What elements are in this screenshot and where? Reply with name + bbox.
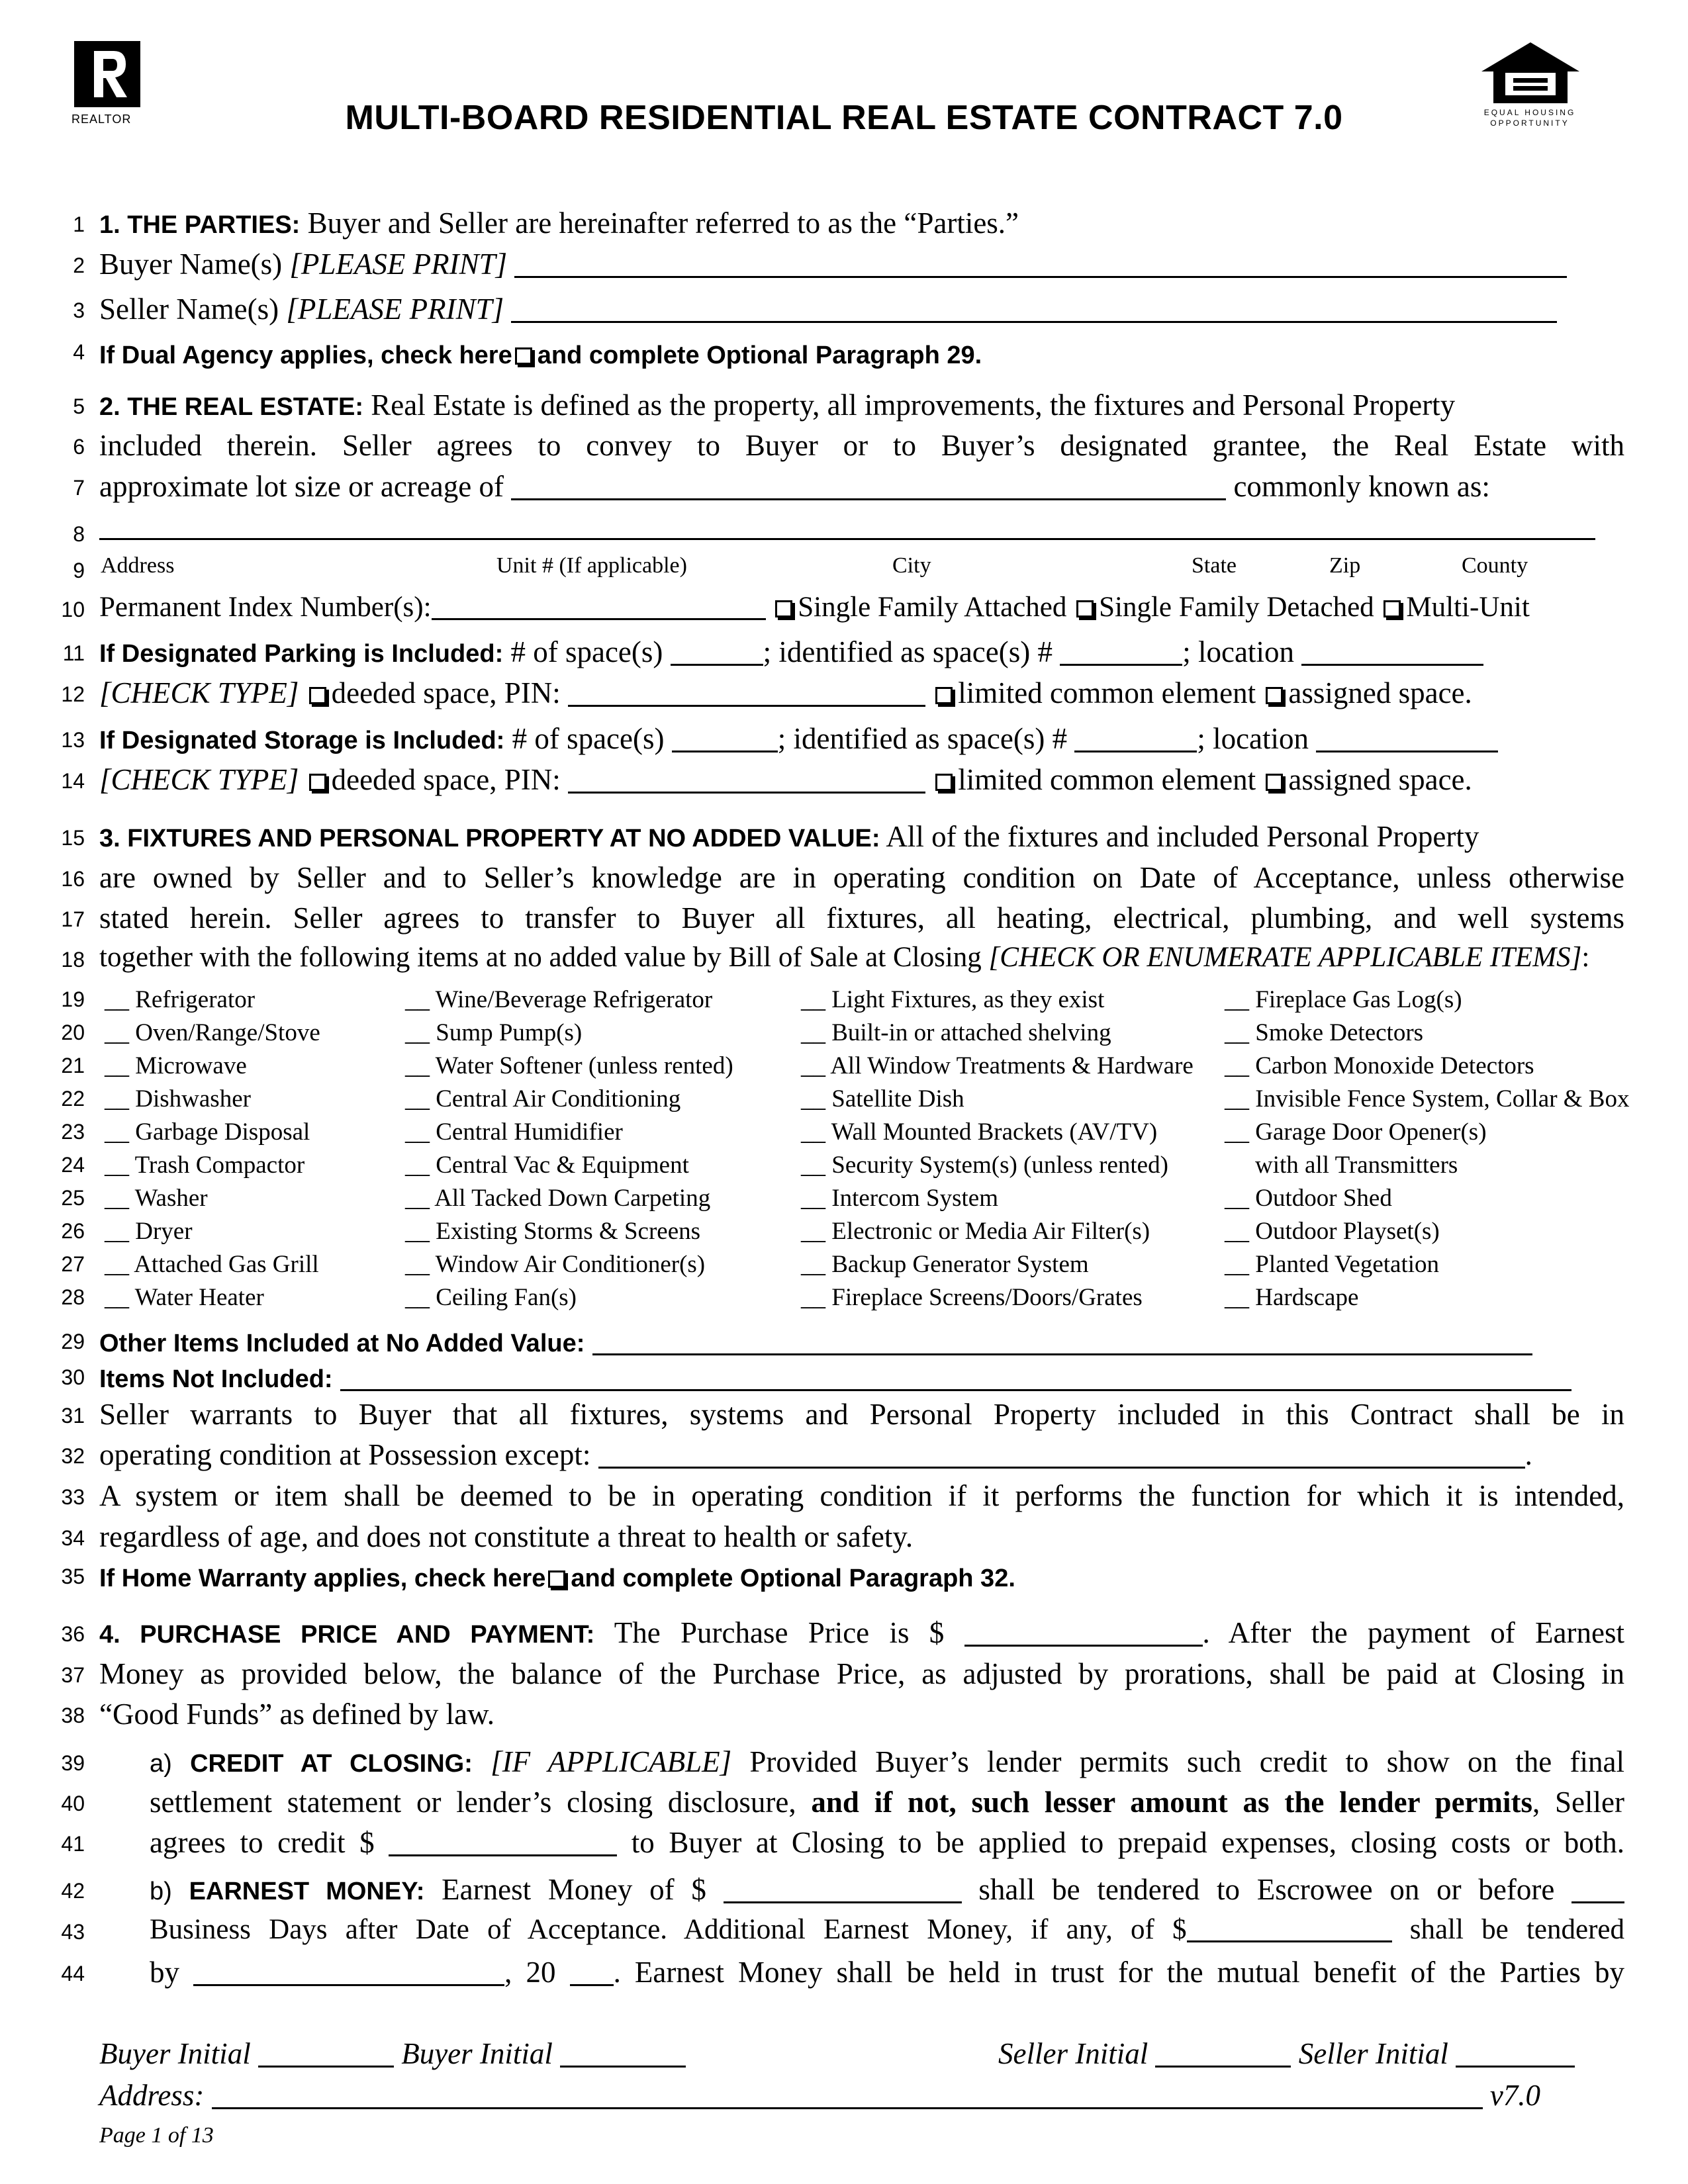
line-number: 35 xyxy=(61,1565,85,1588)
section-4-text: . After the payment of Earnest xyxy=(1202,1616,1624,1649)
line-2 xyxy=(0,244,1688,284)
seller-name-field[interactable] xyxy=(511,295,1557,323)
line-42 xyxy=(0,1870,1688,1909)
line-5 xyxy=(0,385,1688,425)
line-number: 1 xyxy=(73,212,85,236)
page-number: Page 1 of 13 xyxy=(99,2123,214,2148)
line-number: 7 xyxy=(73,476,85,500)
line-number: 25 xyxy=(61,1186,85,1210)
line-6 xyxy=(0,426,1688,465)
equal-housing-logo xyxy=(1477,40,1583,126)
storage-pin-field[interactable] xyxy=(568,765,925,794)
fixture-item[interactable]: __ Wine/Beverage Refrigerator xyxy=(405,986,713,1013)
fixture-item[interactable]: __ Security System(s) (unless rented) xyxy=(801,1152,1168,1179)
seller-initial-label: Seller Initial xyxy=(998,2037,1149,2070)
fixture-item[interactable]: __ Built-in or attached shelving xyxy=(801,1019,1111,1046)
fixture-item[interactable]: __ Planted Vegetation xyxy=(1225,1251,1440,1278)
not-included-field[interactable] xyxy=(340,1363,1571,1391)
fixture-item[interactable]: __ Garbage Disposal xyxy=(105,1118,310,1146)
line-10 xyxy=(0,588,1688,628)
line-number: 12 xyxy=(61,682,85,706)
section-2-text: included therein. Seller agrees to convey to Buyer or to Buyer’s designated grantee, the Real Estate with xyxy=(99,429,1624,462)
line-35 xyxy=(0,1555,1688,1595)
line-29 xyxy=(0,1320,1688,1356)
pin-field[interactable] xyxy=(432,592,766,620)
line-number: 15 xyxy=(61,826,85,850)
seller-initial-label: Seller Initial xyxy=(1298,2037,1448,2070)
line-number: 38 xyxy=(61,1704,85,1727)
line-number: 43 xyxy=(61,1920,85,1944)
please-print-note: [PLEASE PRINT] xyxy=(289,248,508,281)
by-label: by xyxy=(150,1956,179,1989)
lot-size-field[interactable] xyxy=(511,472,1226,500)
fixtures-column-2 xyxy=(405,983,733,1314)
seller-initial-field-2[interactable] xyxy=(1456,2039,1575,2068)
fixture-item[interactable]: __ Existing Storms & Screens xyxy=(405,1218,701,1245)
footer-address-label: Address: xyxy=(99,2079,205,2112)
city-label: City xyxy=(892,553,931,578)
fixture-item[interactable]: __ Central Vac & Equipment xyxy=(405,1152,689,1179)
line-number: 34 xyxy=(61,1526,85,1550)
parking-pin-field[interactable] xyxy=(568,678,925,707)
line-number: 42 xyxy=(61,1879,85,1903)
zip-label: Zip xyxy=(1329,553,1361,578)
fixture-item[interactable]: __ Electronic or Media Air Filter(s) xyxy=(801,1218,1150,1245)
section-3-text: Seller warrants to Buyer that all fixtures, systems and Personal Property included in this Contract shall be in xyxy=(99,1398,1624,1431)
line-number: 11 xyxy=(62,641,85,665)
section-3-text: together with the following items at no added value by Bill of Sale at Closing xyxy=(99,942,982,973)
other-items-field[interactable] xyxy=(592,1327,1532,1355)
address-row xyxy=(99,2078,1540,2113)
line-number: 32 xyxy=(61,1444,85,1468)
storage-location-field[interactable] xyxy=(1316,724,1498,752)
storage-id-field[interactable] xyxy=(1074,724,1197,752)
fixture-item[interactable]: __ Sump Pump(s) xyxy=(405,1019,583,1046)
assigned-label: assigned space. xyxy=(1288,676,1472,709)
line-number: 5 xyxy=(73,394,85,418)
colon: : xyxy=(1581,942,1590,973)
home-warranty-text: If Home Warranty applies, check here xyxy=(99,1565,546,1592)
line-number: 18 xyxy=(61,948,85,972)
line-44 xyxy=(0,1952,1688,1992)
identified-label: ; identified as space(s) # xyxy=(777,722,1068,755)
section-4-text: Money as provided below, the balance of the Purchase Price, as adjusted by prorations, shall be paid at Closing in xyxy=(99,1657,1624,1690)
purchase-price-label: The Purchase Price is $ xyxy=(614,1616,945,1649)
storage-assigned-checkbox[interactable] xyxy=(1266,774,1283,791)
line-number: 9 xyxy=(73,559,85,582)
earnest-date-field[interactable] xyxy=(193,1958,504,1986)
fixture-item[interactable]: __ Fireplace Gas Log(s) xyxy=(1225,986,1462,1013)
lot-size-label: approximate lot size or acreage of xyxy=(99,470,504,503)
line-33 xyxy=(0,1476,1688,1516)
not-included-label: Items Not Included: xyxy=(99,1365,333,1393)
line-number: 40 xyxy=(61,1792,85,1815)
line-40 xyxy=(0,1782,1688,1822)
fixture-item[interactable]: __ Water Heater xyxy=(105,1284,264,1311)
line-30 xyxy=(0,1356,1688,1392)
line-number: 14 xyxy=(61,769,85,793)
line-38 xyxy=(0,1694,1688,1734)
section-3-text: regardless of age, and does not constitute a threat to health or safety. xyxy=(99,1520,914,1553)
line-number: 39 xyxy=(61,1751,85,1775)
parking-assigned-checkbox[interactable] xyxy=(1266,687,1283,704)
line-number: 6 xyxy=(73,435,85,459)
buyer-initial-field-2[interactable] xyxy=(560,2039,686,2068)
fixture-item[interactable]: __ All Window Treatments & Hardware xyxy=(801,1052,1194,1079)
fixture-item[interactable]: __ Washer xyxy=(105,1185,208,1212)
line-number: 41 xyxy=(61,1832,85,1856)
footer-address-field[interactable] xyxy=(212,2081,1483,2109)
fixture-item[interactable]: __ Carbon Monoxide Detectors xyxy=(1225,1052,1534,1079)
parking-limited-checkbox[interactable] xyxy=(935,687,953,704)
credit-label: agrees to credit $ xyxy=(150,1826,375,1859)
line-number: 23 xyxy=(61,1120,85,1144)
section-3-heading: 3. FIXTURES AND PERSONAL PROPERTY AT NO ADDED VALUE: xyxy=(99,825,880,852)
line-number: 30 xyxy=(61,1365,85,1389)
line-1 xyxy=(0,203,1688,243)
if-applicable-note: [IF APPLICABLE] xyxy=(491,1745,732,1778)
section-2-heading: 2. THE REAL ESTATE: xyxy=(99,393,364,421)
line-number: 24 xyxy=(61,1153,85,1177)
section-4-text: , Seller xyxy=(1532,1786,1624,1819)
fixture-item[interactable]: __ Backup Generator System xyxy=(801,1251,1089,1278)
line-number: 20 xyxy=(61,1021,85,1044)
fixtures-column-1 xyxy=(105,983,320,1314)
page-title: MULTI-BOARD RESIDENTIAL REAL ESTATE CONTRACT 7.0 xyxy=(345,99,1343,137)
equal-housing-icon xyxy=(1477,40,1583,106)
unit-label: Unit # (If applicable) xyxy=(496,553,687,578)
deeded-label: deeded space, PIN: xyxy=(331,676,561,709)
realtor-r-icon xyxy=(74,41,140,107)
additional-earnest-field[interactable] xyxy=(1187,1914,1392,1942)
buyer-name-field[interactable] xyxy=(514,250,1567,278)
earnest-money-field[interactable] xyxy=(724,1875,962,1903)
check-enumerate-note: [CHECK OR ENUMERATE APPLICABLE ITEMS] xyxy=(988,942,1582,973)
line-15 xyxy=(0,817,1688,856)
line-11 xyxy=(0,632,1688,672)
line-7 xyxy=(0,467,1688,506)
section-3-text: A system or item shall be deemed to be in operating condition if it performs the function for which it is intended, xyxy=(99,1479,1624,1512)
multi-unit-checkbox[interactable] xyxy=(1383,600,1401,617)
fixture-item[interactable]: __ Central Air Conditioning xyxy=(405,1085,681,1113)
dual-agency-text: If Dual Agency applies, check here xyxy=(99,341,512,369)
equal-housing-text: EQUAL HOUSING OPPORTUNITY xyxy=(1483,108,1576,128)
fixture-item[interactable]: __ Wall Mounted Brackets (AV/TV) xyxy=(801,1118,1158,1146)
subsection-b-label: b) xyxy=(150,1878,172,1905)
buyer-name-label: Buyer Name(s) xyxy=(99,248,283,281)
fixture-item[interactable]: __ Invisible Fence System, Collar & Box xyxy=(1225,1085,1630,1113)
fixture-item[interactable]: __ Garage Door Opener(s) xyxy=(1225,1118,1487,1146)
fixture-item[interactable]: __ Dryer xyxy=(105,1218,193,1245)
address-label: Address xyxy=(101,553,175,578)
line-14 xyxy=(0,760,1688,799)
sf-attached-label: Single Family Attached xyxy=(798,592,1067,623)
line-39 xyxy=(0,1742,1688,1782)
line-17 xyxy=(0,898,1688,938)
fixture-item[interactable]: __ Fireplace Screens/Doors/Grates xyxy=(801,1284,1143,1311)
location-label: ; location xyxy=(1182,635,1294,668)
line-number: 28 xyxy=(61,1285,85,1309)
line-13 xyxy=(0,719,1688,758)
line-37 xyxy=(0,1654,1688,1694)
section-2-text: Real Estate is defined as the property, all improvements, the fixtures and Personal Property xyxy=(371,388,1456,422)
line-number: 36 xyxy=(61,1622,85,1646)
subsection-a-label: a) xyxy=(150,1750,172,1778)
spaces-label: # of space(s) xyxy=(510,635,663,668)
seller-name-label: Seller Name(s) xyxy=(99,293,279,326)
buyer-initial-label: Buyer Initial xyxy=(401,2037,553,2070)
fixture-item[interactable]: __ Microwave xyxy=(105,1052,247,1079)
assigned-label: assigned space. xyxy=(1288,763,1472,796)
multi-unit-label: Multi-Unit xyxy=(1406,592,1530,623)
home-warranty-checkbox[interactable] xyxy=(548,1570,565,1588)
version-label: v7.0 xyxy=(1489,2079,1541,2112)
parking-heading: If Designated Parking is Included: xyxy=(99,640,504,668)
line-number: 16 xyxy=(61,867,85,891)
fixture-item[interactable]: __ Trash Compactor xyxy=(105,1152,305,1179)
purchase-price-field[interactable] xyxy=(964,1618,1203,1647)
storage-spaces-field[interactable] xyxy=(672,724,778,752)
line-number: 13 xyxy=(61,728,85,752)
fixture-item[interactable]: __ Satellite Dish xyxy=(801,1085,964,1113)
check-type-note: [CHECK TYPE] xyxy=(99,763,299,796)
credit-amount-field[interactable] xyxy=(389,1828,617,1856)
line-34 xyxy=(0,1517,1688,1557)
parking-deeded-checkbox[interactable] xyxy=(309,687,326,704)
check-type-note: [CHECK TYPE] xyxy=(99,676,299,709)
dual-agency-text-2: and complete Optional Paragraph 29. xyxy=(537,341,982,369)
line-number: 19 xyxy=(61,987,85,1011)
realtor-logo-text: REALTOR xyxy=(71,113,132,126)
possession-except-field[interactable] xyxy=(598,1440,1525,1469)
deeded-label: deeded space, PIN: xyxy=(331,763,561,796)
buyer-initial-label: Buyer Initial xyxy=(99,2037,251,2070)
line-number: 8 xyxy=(73,522,85,546)
location-label: ; location xyxy=(1197,722,1309,755)
line-number: 2 xyxy=(73,253,85,277)
lender-permits-bold: and if not, such lesser amount as the lender permits xyxy=(811,1786,1532,1819)
line-8 xyxy=(0,513,1688,553)
buyer-initial-field-1[interactable] xyxy=(258,2039,394,2068)
fixture-item[interactable]: __ Dishwasher xyxy=(105,1085,251,1113)
storage-limited-checkbox[interactable] xyxy=(935,774,953,791)
seller-initial-field-1[interactable] xyxy=(1155,2039,1291,2068)
spaces-label: # of space(s) xyxy=(512,722,665,755)
sf-attached-checkbox[interactable] xyxy=(775,600,792,617)
period: . xyxy=(1524,1438,1532,1471)
section-4-text: shall be tendered xyxy=(1409,1914,1625,1945)
section-4-text: to Buyer at Closing to be applied to prepaid expenses, closing costs or both. xyxy=(631,1826,1624,1859)
fixture-item[interactable]: __ Refrigerator xyxy=(105,986,256,1013)
fixture-item[interactable]: __ All Tacked Down Carpeting xyxy=(405,1185,711,1212)
section-3-text: All of the fixtures and included Personal Property xyxy=(886,820,1479,853)
storage-deeded-checkbox[interactable] xyxy=(309,774,326,791)
line-number: 17 xyxy=(61,907,85,931)
parking-spaces-field[interactable] xyxy=(671,637,763,666)
fixture-item[interactable]: __ Outdoor Shed xyxy=(1225,1185,1392,1212)
line-number: 29 xyxy=(61,1330,85,1353)
pin-label: Permanent Index Number(s): xyxy=(99,592,432,623)
line-18 xyxy=(0,938,1688,978)
line-16 xyxy=(0,858,1688,897)
section-3-text: are owned by Seller and to Seller’s knowledge are in operating condition on Date of Acceptance, unless otherwise xyxy=(99,861,1624,894)
line-number: 26 xyxy=(61,1219,85,1243)
dual-agency-checkbox[interactable] xyxy=(515,347,532,365)
fixture-item: with all Transmitters xyxy=(1255,1152,1458,1179)
line-number: 22 xyxy=(61,1087,85,1111)
year-label: , 20 xyxy=(504,1956,556,1989)
line-number: 44 xyxy=(61,1962,85,1985)
buyer-initials-row xyxy=(99,2036,686,2071)
parking-id-field[interactable] xyxy=(1060,637,1182,666)
limited-label: limited common element xyxy=(958,763,1256,796)
earnest-money-heading: EARNEST MONEY: xyxy=(189,1878,425,1905)
fixture-item[interactable]: __ Attached Gas Grill xyxy=(105,1251,319,1278)
credit-at-closing-heading: CREDIT AT CLOSING: xyxy=(190,1750,473,1778)
section-4-text: . Earnest Money shall be held in trust for the mutual benefit of the Parties by xyxy=(613,1956,1625,1989)
section-3-text: stated herein. Seller agrees to transfer to Buyer all fixtures, all heating, electrical, plumbing, and well systems xyxy=(99,901,1624,934)
fixture-item[interactable]: __ Hardscape xyxy=(1225,1284,1359,1311)
section-4-text: Business Days after Date of Acceptance. Additional Earnest Money, if any, of $ xyxy=(150,1914,1187,1945)
fixtures-column-3 xyxy=(801,983,1194,1314)
line-number: 21 xyxy=(61,1054,85,1077)
line-number: 37 xyxy=(61,1663,85,1687)
fixture-item[interactable]: __ Light Fixtures, as they exist xyxy=(801,986,1105,1013)
line-number: 4 xyxy=(73,340,85,364)
limited-label: limited common element xyxy=(958,676,1256,709)
section-4-text: shall be tendered to Escrowee on or before xyxy=(978,1873,1555,1906)
line-number: 10 xyxy=(61,598,85,621)
earnest-year-field[interactable] xyxy=(570,1958,614,1986)
fixture-item[interactable]: __ Central Humidifier xyxy=(405,1118,623,1146)
section-4-text: Provided Buyer’s lender permits such credit to show on the final xyxy=(749,1745,1625,1778)
state-label: State xyxy=(1192,553,1237,578)
fixture-item[interactable]: __ Window Air Conditioner(s) xyxy=(405,1251,706,1278)
line-9 xyxy=(0,549,1688,589)
parking-location-field[interactable] xyxy=(1301,637,1483,666)
address-field[interactable] xyxy=(99,538,1595,540)
fixture-item[interactable]: __ Intercom System xyxy=(801,1185,999,1212)
please-print-note: [PLEASE PRINT] xyxy=(286,293,504,326)
fixture-item[interactable]: __ Outdoor Playset(s) xyxy=(1225,1218,1440,1245)
line-number: 27 xyxy=(61,1252,85,1276)
line-41 xyxy=(0,1823,1688,1862)
sf-detached-checkbox[interactable] xyxy=(1076,600,1094,617)
line-32 xyxy=(0,1435,1688,1475)
identified-label: ; identified as space(s) # xyxy=(763,635,1053,668)
section-1-intro: Buyer and Seller are hereinafter referred to as the “Parties.” xyxy=(307,206,1019,240)
line-43 xyxy=(0,1911,1688,1950)
section-1-heading: 1. THE PARTIES: xyxy=(99,211,301,239)
line-12 xyxy=(0,673,1688,713)
section-4-text: “Good Funds” as defined by law. xyxy=(99,1698,494,1731)
county-label: County xyxy=(1462,553,1528,578)
fixture-item[interactable]: __ Ceiling Fan(s) xyxy=(405,1284,577,1311)
line-4 xyxy=(0,331,1688,371)
home-warranty-text-2: and complete Optional Paragraph 32. xyxy=(571,1565,1015,1592)
storage-heading: If Designated Storage is Included: xyxy=(99,727,505,754)
fixture-item[interactable]: __ Water Softener (unless rented) xyxy=(405,1052,733,1079)
fixtures-column-4 xyxy=(1225,983,1629,1314)
section-4-text: settlement statement or lender’s closing disclosure, xyxy=(150,1786,796,1819)
fixture-item[interactable]: __ Smoke Detectors xyxy=(1225,1019,1424,1046)
sf-detached-label: Single Family Detached xyxy=(1099,592,1374,623)
earnest-money-label: Earnest Money of $ xyxy=(442,1873,706,1906)
line-31 xyxy=(0,1394,1688,1434)
other-items-label: Other Items Included at No Added Value: xyxy=(99,1330,585,1357)
tender-days-field[interactable] xyxy=(1571,1875,1624,1903)
line-3 xyxy=(0,289,1688,329)
fixture-item[interactable]: __ Oven/Range/Stove xyxy=(105,1019,320,1046)
line-number: 3 xyxy=(73,298,85,322)
seller-initials-row xyxy=(998,2036,1575,2071)
possession-except-label: operating condition at Possession except: xyxy=(99,1438,591,1471)
line-number: 33 xyxy=(61,1485,85,1509)
commonly-known-label: commonly known as: xyxy=(1233,470,1490,503)
section-4-heading: 4. PURCHASE PRICE AND PAYMENT: xyxy=(99,1621,595,1649)
line-number: 31 xyxy=(61,1404,85,1428)
line-36 xyxy=(0,1613,1688,1653)
